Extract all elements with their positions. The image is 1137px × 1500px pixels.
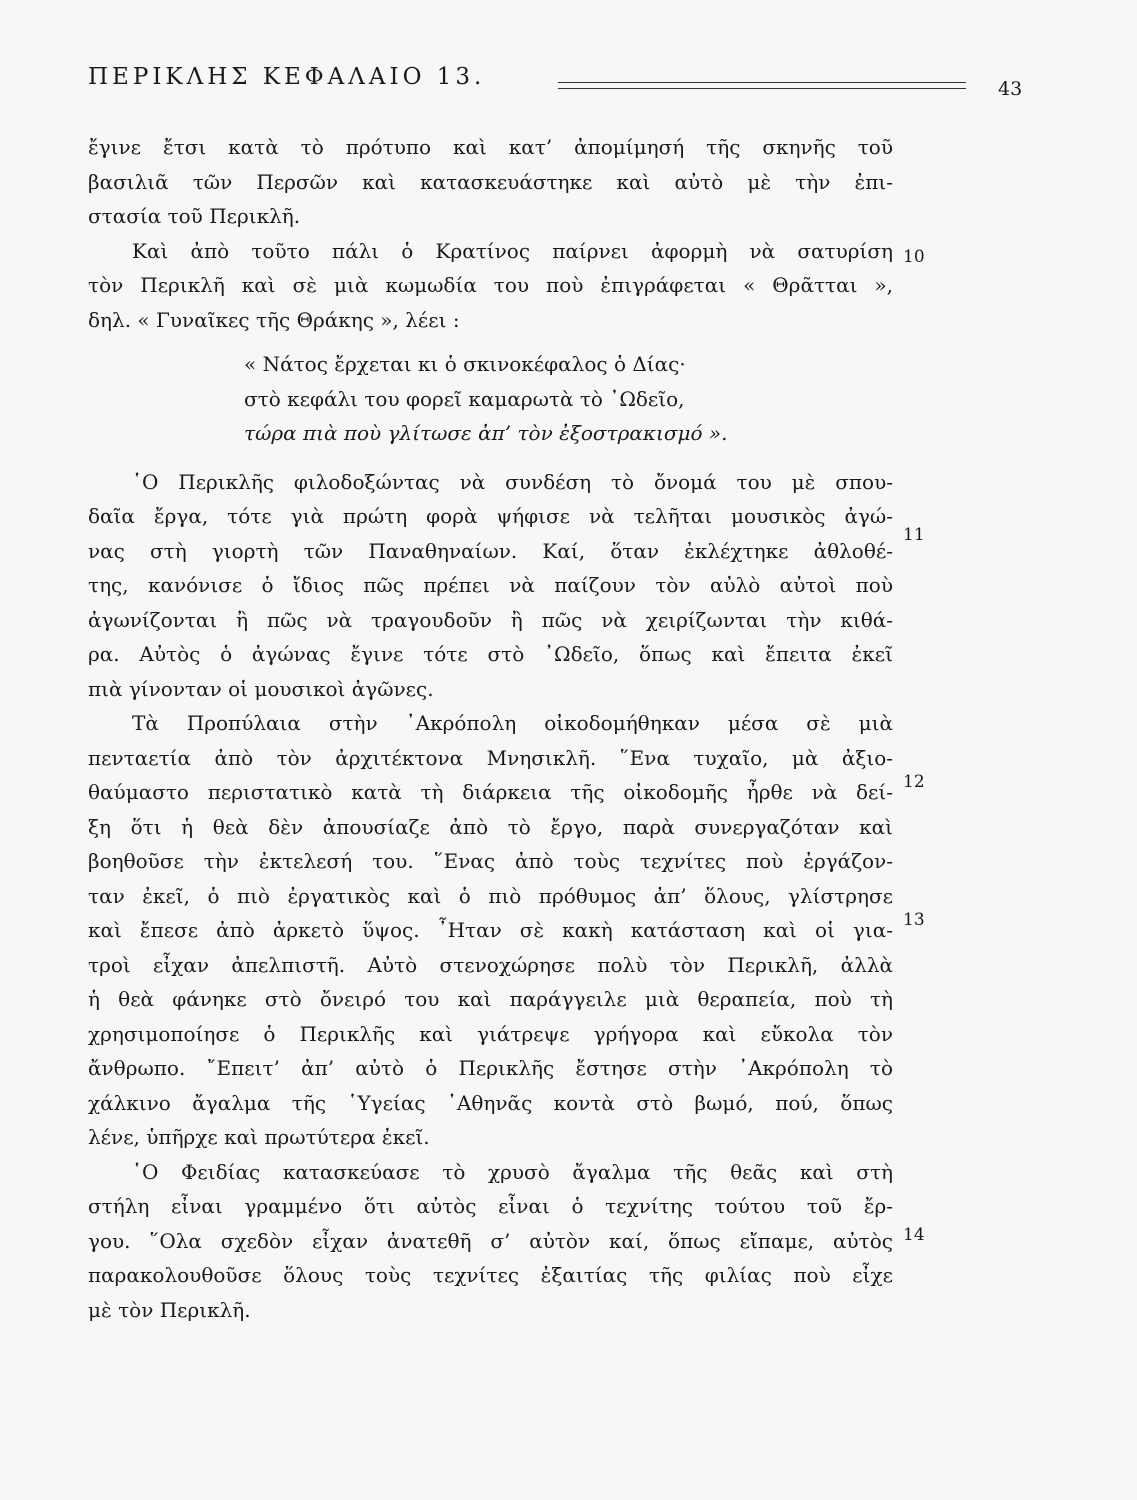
text-line: πενταετία ἀπὸ τὸν ἀρχιτέκτονα Μνησικλῆ. ῞Ενα τυχαῖο, μὰ ἀξιο- [88,745,893,770]
text-line: νας στὴ γιορτὴ τῶν Παναθηναίων. Καί, ὅταν ἐκλέχτηκε ἀθλοθέ- [88,538,893,563]
text-line: ἄνθρωπο. ῎Επειτ’ ἀπ’ αὐτὸ ὁ Περικλῆς ἔστησε στὴν ᾿Ακρόπολη τὸ [88,1056,893,1080]
margin-section-number: 10 [903,247,925,267]
text-line: καὶ ἔπεσε ἀπὸ ἀρκετὸ ὕψος. ῏Ηταν σὲ κακὴ κατάσταση καὶ οἱ για- [88,918,893,942]
text-line: ἔγινε ἔτσι κατὰ τὸ πρότυπο καὶ κατ’ ἀπομίμησή τῆς σκηνῆς τοῦ [88,135,893,159]
text-line: τὸν Περικλῆ καὶ σὲ μιὰ κωμωδία του ποὺ ἐπιγράφεται « Θρᾶτται », [88,273,893,297]
text-line: βασιλιᾶ τῶν Περσῶν καὶ κατασκευάστηκε καὶ αὐτὸ μὲ τὴν ἐπι- [88,169,893,194]
margin-section-number: 13 [903,910,925,930]
verse-line: τώρα πιὰ ποὺ γλίτωσε ἀπ’ τὸν ἐξοστρακισμό ». [244,421,728,445]
margin-section-number: 14 [903,1225,925,1245]
text-line: πιὰ γίνονταν οἱ μουσικοὶ ἀγῶνες. [88,676,434,701]
main-text [88,130,893,1327]
text-line: χάλκινο ἄγαλμα τῆς ῾Υγείας ᾿Αθηνᾶς κοντὰ στὸ βωμό, πού, ὅπως [88,1090,893,1115]
margin-section-number: 12 [903,772,925,792]
text-line: χρησιμοποίησε ὁ Περικλῆς καὶ γιάτρεψε γρήγορα καὶ εὔκολα τὸν [88,1021,893,1046]
text-line: μὲ τὸν Περικλῆ. [88,1297,251,1322]
text-line: δαῖα ἔργα, τότε γιὰ πρώτη φορὰ ψήφισε νὰ τελῆται μουσικὸς ἀγώ- [88,504,893,528]
text-line: ρα. Αὐτὸς ὁ ἀγώνας ἔγινε τότε στὸ ᾿Ωδεῖο, ὅπως καὶ ἔπειτα ἐκεῖ [88,642,893,666]
running-title: ΠΕΡΙΚΛΗΣ ΚΕΦΑΛΑΙΟ 13. [88,64,486,90]
verse-line: « Νάτος ἔρχεται κι ὁ σκινοκέφαλος ὁ Δίας· [244,352,686,376]
text-line: ἡ θεὰ φάνηκε στὸ ὄνειρό του καὶ παράγγειλε μιὰ θεραπεία, ποὺ τὴ [88,987,893,1011]
text-line: ταν ἐκεῖ, ὁ πιὸ ἐργατικὸς καὶ ὁ πιὸ πρόθυμος ἀπ’ ὅλους, γλίστρησε [88,883,893,908]
text-line: δηλ. « Γυναῖκες τῆς Θράκης », λέει : [88,307,460,332]
text-line: γου. ῞Ολα σχεδὸν εἶχαν ἀνατεθῆ σ’ αὐτὸν καί, ὅπως εἴπαμε, αὐτὸς [88,1228,893,1253]
text-line: θαύμαστο περιστατικὸ κατὰ τὴ διάρκεια τῆς οἰκοδομῆς ἦρθε νὰ δεί- [88,780,893,804]
page-number: 43 [998,78,1023,100]
margin-section-number: 11 [903,525,925,545]
text-line: βοηθοῦσε τὴν ἐκτελεσή του. ῞Ενας ἀπὸ τοὺς τεχνίτες ποὺ ἐργάζον- [88,849,893,873]
text-line: τροὶ εἶχαν ἀπελπιστῆ. Αὐτὸ στενοχώρησε πολὺ τὸν Περικλῆ, ἀλλὰ [88,952,893,977]
header-double-rule [558,82,966,89]
text-line: λένε, ὑπῆρχε καὶ πρωτύτερα ἐκεῖ. [88,1125,430,1149]
text-line: ῾Ο Φειδίας κατασκεύασε τὸ χρυσὸ ἄγαλμα τῆς θεᾶς καὶ στὴ [132,1159,893,1184]
text-line: της, κανόνισε ὁ ἴδιος πῶς πρέπει νὰ παίζουν τὸν αὐλὸ αὐτοὶ ποὺ [88,573,893,597]
text-line: ῾Ο Περικλῆς φιλοδοξώντας νὰ συνδέση τὸ ὄνομά του μὲ σπου- [132,469,893,494]
text-line: παρακολουθοῦσε ὅλους τοὺς τεχνίτες ἐξαιτίας τῆς φιλίας ποὺ εἶχε [88,1263,893,1287]
text-line: Καὶ ἀπὸ τοῦτο πάλι ὁ Κρατίνος παίρνει ἀφορμὴ νὰ σατυρίση [132,238,893,263]
text-line: ξη ὅτι ἡ θεὰ δὲν ἀπουσίαζε ἀπὸ τὸ ἔργο, παρὰ συνεργαζόταν καὶ [88,814,893,839]
page-header [88,64,1048,104]
text-line: στασία τοῦ Περικλῆ. [88,204,301,228]
verse-line: στὸ κεφάλι του φορεῖ καμαρωτὰ τὸ ᾿Ωδεῖο, [244,386,685,411]
text-line: ἀγωνίζονται ἢ πῶς νὰ τραγουδοῦν ἢ πῶς νὰ χειρίζωνται τὴν κιθά- [88,607,893,632]
text-line: Τὰ Προπύλαια στὴν ᾿Ακρόπολη οἰκοδομήθηκαν μέσα σὲ μιὰ [132,711,893,735]
text-line: στήλη εἶναι γραμμένο ὅτι αὐτὸς εἶναι ὁ τεχνίτης τούτου τοῦ ἔρ- [88,1194,893,1218]
